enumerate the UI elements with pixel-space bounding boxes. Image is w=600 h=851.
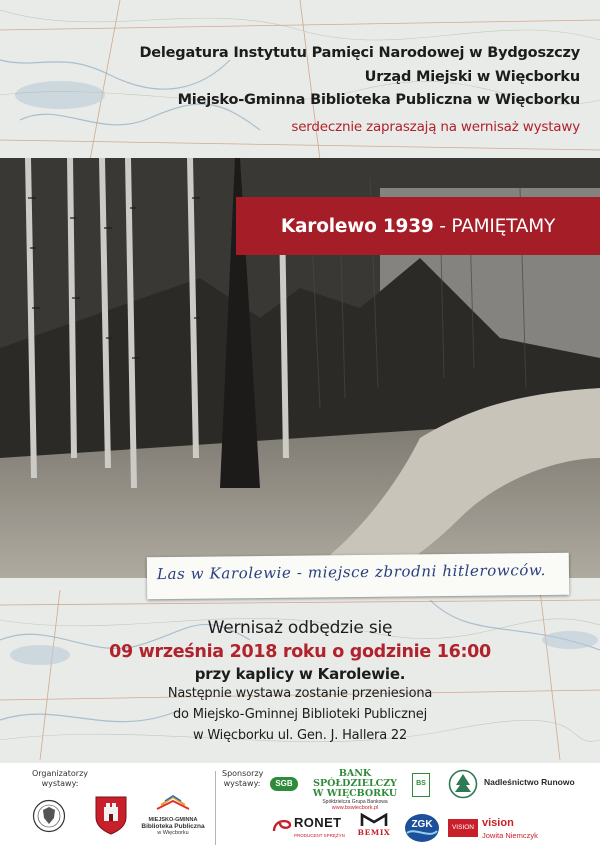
bemix-name: BEMIX [357, 828, 391, 837]
zgk-name: ZGK [411, 819, 433, 830]
bank-line-2: W WIĘCBORKU [312, 788, 398, 799]
bemix-mark-icon [360, 813, 388, 827]
organizers-label [30, 769, 90, 789]
town-coat-of-arms-icon [94, 795, 128, 835]
forest-service-emblem-icon [448, 769, 478, 799]
sponsors-label-1: Sponsorzy [222, 769, 264, 778]
sgb-badge: SGB [270, 777, 298, 791]
title-pamietamy: - PAMIĘTAMY [433, 215, 556, 237]
library-line-1: MIEJSKO-GMINNA [148, 817, 198, 823]
library-logo [140, 795, 206, 836]
footer-logos [0, 763, 600, 851]
ronet-logo [272, 813, 350, 847]
bank-logo [270, 768, 440, 811]
library-line-2: Biblioteka Publiczna [141, 823, 205, 830]
bs-badge: BS [412, 773, 430, 797]
zgk-logo [404, 813, 440, 843]
sponsors-label-2: wystawy: [223, 779, 261, 788]
photo-caption-card [147, 553, 569, 599]
vision-person: Jowita Niemczyk [482, 831, 538, 840]
sponsors-label [222, 769, 262, 789]
bank-name [302, 769, 408, 811]
bemix-logo [356, 813, 392, 843]
ipn-seal-icon [32, 799, 66, 833]
ronet-name: RONET [294, 815, 342, 830]
event-place: przy kaplicy w Karolewie. [194, 665, 406, 683]
event-next-line-1: Następnie wystawa zostanie przeniesiona [167, 686, 433, 701]
library-line-3: w Więcborku [157, 830, 189, 836]
event-next-line-3: w Więcborku ul. Gen. J. Hallera 22 [192, 728, 408, 743]
vision-logo [448, 815, 578, 843]
library-book-icon [153, 795, 193, 813]
invitation-text: serdecznie zapraszają na wernisaż wystawy [291, 118, 580, 135]
event-date: 09 września 2018 roku o godzinie 16:00 [109, 642, 491, 662]
ronet-spring-icon [272, 815, 292, 833]
title-place-year: Karolewo 1939 [280, 215, 434, 237]
bank-line-1: BANK SPÓŁDZIELCZY [313, 768, 397, 789]
forest-district-name: Nadleśnictwo Runowo [484, 777, 575, 787]
organizers-label-2: wystawy: [41, 779, 79, 788]
title-text [281, 216, 555, 237]
event-next-line-2: do Miejsko-Gminnej Biblioteki Publicznej [172, 707, 428, 722]
vision-name: vision [482, 817, 514, 829]
bank-line-3: Spółdzielcza Grupa Bankowa [322, 799, 388, 805]
footer-divider [215, 771, 216, 845]
organizers-block [20, 42, 580, 135]
exhibition-title [236, 197, 600, 255]
organizers-label-1: Organizatorzy [31, 769, 89, 778]
organizer-town-office: Urząd Miejski w Więcborku [364, 68, 580, 85]
photo-caption: Las w Karolewie - miejsce zbrodni hitlerowców. [156, 561, 547, 584]
vision-box: VISION [448, 819, 478, 837]
ronet-sub: PRODUCENT SPRĘŻYN [294, 833, 345, 838]
organizer-library: Miejsko-Gminna Biblioteka Publiczna w Więcborku [177, 92, 580, 108]
organizer-ipn: Delegatura Instytutu Pamięci Narodowej w Bydgoszczy [139, 45, 580, 61]
event-details [0, 618, 600, 746]
event-lead: Wernisaż odbędzie się [207, 618, 393, 638]
bank-url: www.bswiecbork.pl [331, 805, 379, 811]
